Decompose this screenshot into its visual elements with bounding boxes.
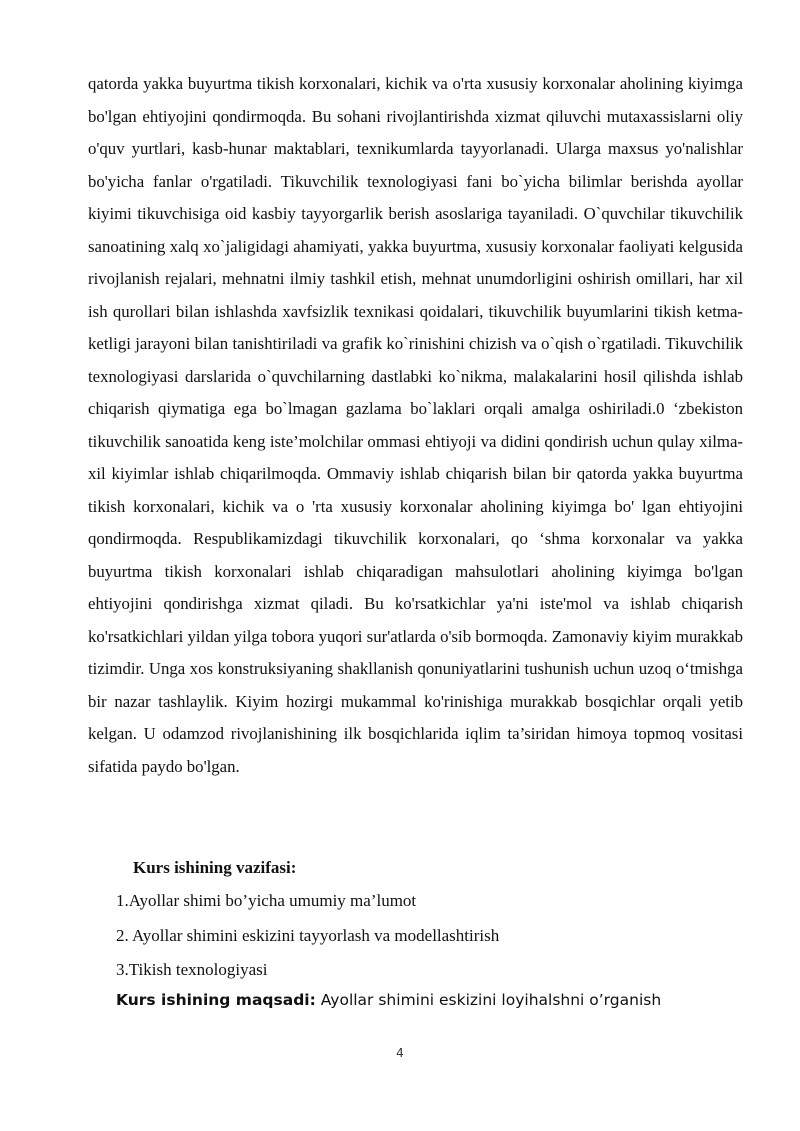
task-item: 3.Tikish texnologiyasi <box>116 960 268 979</box>
goal-text: Ayollar shimini eskizini loyihalshni o’rganish <box>315 991 662 1009</box>
page-number: 4 <box>396 1046 404 1060</box>
goal-line <box>116 985 661 1015</box>
body-paragraph: qatorda yakka buyurtma tikish korxonalari, kichik va o'rta xususiy korxonalar aholining kiyimga bo'lgan ehtiyojini qondirmoqda. Bu sohani rivojlantirishda xizmat qiluvchi mutaxassislarni oliy o'quv yurtlari, kasb-hunar maktablari, texnikumlarda tayyorlanadi. Ularga maxsus yo'nalishlar bo'yicha fanlar o'rgatiladi. Tikuvchilik texnologiyasi fani bo`yicha bilimlar berishda ayollar kiyimi tikuvchisiga oid kasbiy tayyorgarlik berish asoslariga tayaniladi. O`quvchilar tikuvchilik sanoatining xalq xo`jaligidagi ahamiyati, yakka buyurtma, xususiy korxonalar faoliyati kelgusida rivojlanish rejalari, mehnatni ilmiy tashkil etish, mehnat unumdorligini oshirish omillari, har xil ish qurollari bilan ishlashda xavfsizlik texnikasi qoidalari, tikuvchilik buyumlarini tikish ketma-ketligi jarayoni bilan tanishtiriladi va grafik ko`rinishini chizish va o`qish o`rgatiladi. Tikuvchilik texnologiyasi darslarida o`quvchilarning dastlabki ko`nikma, malakalarini hosil qilishda ishlab chiqarish qiymatiga ega bo`lmagan gazlama bo`laklari orqali amalga oshiriladi.0 ‘zbekiston tikuvchilik sanoatida keng iste’molchilar ommasi ehtiyoji va didini qondirish uchun qulay xilma-xil kiyimlar ishlab chiqarilmoqda. Ommaviy ishlab chiqarish bilan bir qatorda yakka buyurtma tikish korxonalari, kichik va o 'rta xususiy korxonalar aholining kiyimga bo' lgan ehtiyojini qondirmoqda. Respublikamizdagi tikuvchilik korxonalari, qo ‘shma korxonalar va yakka buyurtma tikish korxonalari ishlab chiqaradigan mahsulotlari aholining kiyimga bo'lgan ehtiyojini qondirishga xizmat qiladi. Bu ko'rsatkichlar ya'ni iste'mol va ishlab chiqarish ko'rsatkichlari yildan yilga tobora yuqori sur'atlarda o'sib bormoqda. Zamonaviy kiyim murakkab tizimdir. Unga xos konstruksiyaning shakllanish qonuniyatlarini tushunish uchun uzoq o‘tmishga bir nazar tashlaylik. Kiyim hozirgi mukammal ko'rinishiga murakkab bosqichlar orqali yetib kelgan. U odamzod rivojlanishining ilk bosqichlarida iqlim ta’siridan himoya topmoq vositasi sifatida paydo bo'lgan. <box>88 74 743 776</box>
task-item: 1.Ayollar shimi bo’yicha umumiy ma’lumot <box>116 891 417 910</box>
task-heading: Kurs ishining vazifasi: <box>133 858 297 877</box>
task-list <box>116 884 499 988</box>
goal-label: Kurs ishining maqsadi: <box>116 991 316 1009</box>
task-item: 2. Ayollar shimini eskizini tayyorlash va modellashtirish <box>116 925 500 945</box>
